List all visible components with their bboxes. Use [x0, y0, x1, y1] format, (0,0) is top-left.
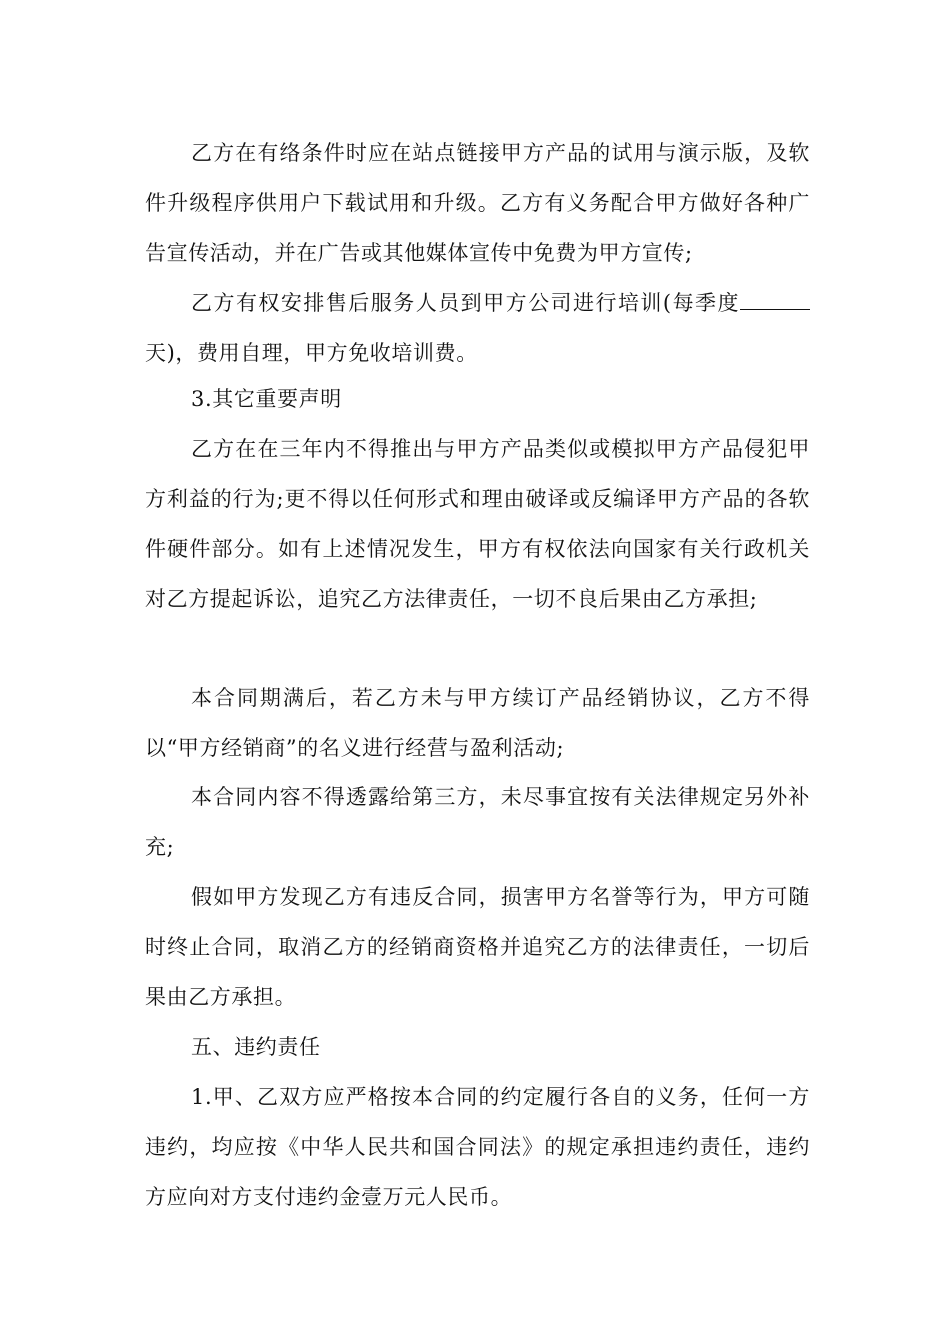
paragraph-breach-liability: 1.甲、乙双方应严格按本合同的约定履行各自的义务，任何一方违约，均应按《中华人民共和国合同法》的规定承担违约责任，违约方应向对方支付违约金壹万元人民币。 — [145, 1085, 810, 1209]
paragraph-non-compete: 乙方在在三年内不得推出与甲方产品类似或模拟甲方产品侵犯甲方利益的行为;更不得以任何形式和理由破译或反编译甲方产品的各软件硬件部分。如有上述情况发生，甲方有权依法向国家有关行政机关对乙方提起诉讼，追究乙方法律责任，一切不良后果由乙方承担; — [145, 437, 810, 611]
blank-line — [740, 289, 810, 310]
paragraph-termination: 假如甲方发现乙方有违反合同，损害甲方名誉等行为，甲方可随时终止合同，取消乙方的经销商资格并追究乙方的法律责任，一切后果由乙方承担。 — [145, 885, 810, 1009]
paragraph-confidentiality: 本合同内容不得透露给第三方，未尽事宜按有关法律规定另外补充; — [145, 785, 810, 859]
section-heading-breach: 五、违约责任 — [191, 1035, 321, 1059]
paragraph-training — [145, 278, 810, 378]
paragraph-training-end: 天)，费用自理，甲方免收培训费。 — [145, 341, 478, 365]
paragraph-promotion: 乙方在有络条件时应在站点链接甲方产品的试用与演示版，及软件升级程序供用户下载试用和升级。乙方有义务配合甲方做好各种广告宣传活动，并在广告或其他媒体宣传中免费为甲方宣传; — [145, 141, 810, 265]
paragraph-contract-expiry: 本合同期满后，若乙方未与甲方续订产品经销协议，乙方不得以“甲方经销商”的名义进行经营与盈利活动; — [145, 686, 810, 760]
section-heading-other-statements: 3.其它重要声明 — [191, 387, 342, 411]
paragraph-training-start: 乙方有权安排售后服务人员到甲方公司进行培训(每季度 — [191, 291, 740, 315]
